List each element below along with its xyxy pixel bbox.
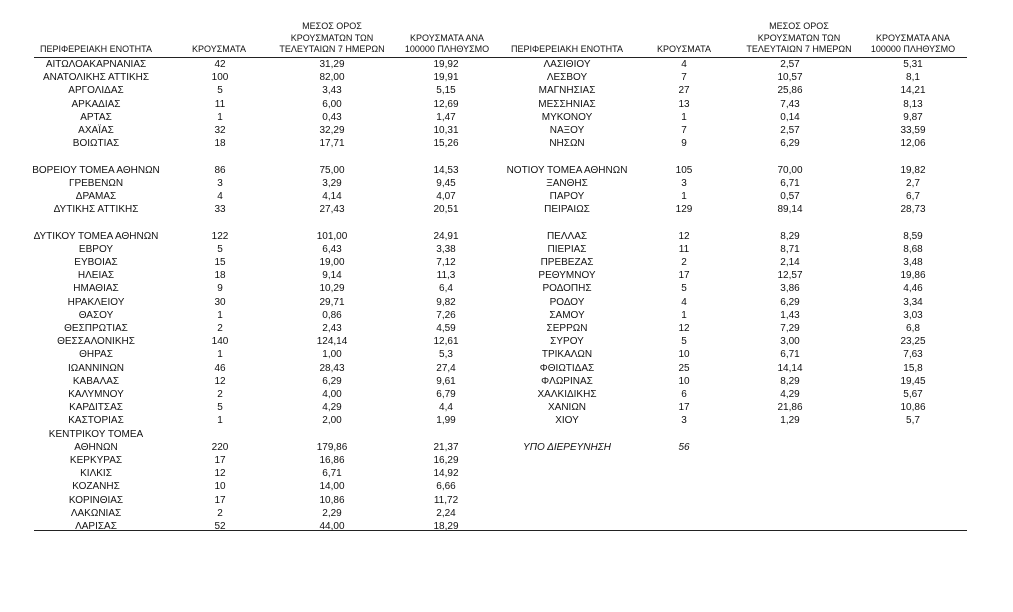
left-region-cell: ΗΡΑΚΛΕΙΟΥ [67,296,125,308]
right-avg-7days-cell: 0,57 [780,191,800,202]
left-avg-7days-cell: 0,86 [322,309,342,321]
left-cases-cell: 1 [217,309,223,321]
right-per100k-cell: 3,03 [903,309,923,321]
left-cases-cell: 17 [214,455,226,466]
right-cases-cell: 6 [681,389,687,400]
left-avg-7days-cell: 1,00 [322,349,342,361]
left-cases-cell: 5 [217,402,223,414]
left-cases-cell: 2 [217,507,223,519]
right-cases-cell: 7 [681,125,687,136]
right-avg-7days-cell: 1,43 [780,309,800,321]
left-avg-7days-cell: 179,86 [316,441,348,453]
right-region-cell: ΝΑΞΟΥ [549,125,585,136]
right-region-cell: ΠΑΡΟΥ [549,191,585,202]
right-region-cell: ΡΟΔΟΠΗΣ [542,283,592,295]
right-cases-cell: 3 [681,415,687,427]
right-per100k-cell: 14,21 [900,85,926,97]
left-cases-cell: 1 [217,111,223,123]
left-region-cell: ΚΑΣΤΟΡΙΑΣ [68,415,124,427]
right-region-cell: ΝΗΣΩΝ [549,138,585,150]
left-per100k-cell: 7,26 [436,309,456,321]
right-cases-cell: 1 [681,309,687,321]
right-region-cell: ΤΡΙΚΑΛΩΝ [541,349,593,361]
right-avg-7days-cell: 12,57 [777,270,803,282]
right-region-cell: ΛΑΣΙΘΙΟΥ [543,59,591,70]
left-cases-cell: 2 [217,389,223,400]
left-per100k-cell: 19,91 [433,72,459,84]
left-header-per100k-1: ΚΡΟΥΣΜΑΤΑ ΑΝΑ [410,32,484,43]
left-avg-7days-cell: 29,71 [319,296,345,308]
left-per100k-cell: 5,15 [436,85,456,97]
left-cases-cell: 15 [214,257,226,268]
left-avg-7days-cell: 2,29 [322,507,342,519]
right-per100k-cell: 19,45 [900,375,926,387]
right-avg-7days-cell: 6,71 [780,177,800,189]
left-per100k-cell: 4,59 [436,323,456,334]
right-per100k-cell: 9,87 [903,111,923,123]
left-avg-7days-cell: 124,14 [316,336,348,348]
right-avg-7days-cell: 7,43 [780,98,800,110]
left-cases-cell: 1 [217,349,223,361]
right-cases-cell: 17 [678,270,690,282]
right-per100k-cell: 5,67 [903,389,923,400]
left-region-cell: ΑΧΑΪΑΣ [78,125,114,136]
left-cases-cell: 30 [214,296,226,308]
right-avg-7days-cell: 89,14 [777,204,803,216]
right-cases-cell: 4 [681,296,687,308]
left-per100k-cell: 4,07 [436,191,456,202]
left-cases-cell: 9 [217,283,223,295]
left-header-per100k-2: 100000 ΠΛΗΘΥΣΜΟ [404,44,490,54]
right-per100k-cell: 15,8 [903,362,923,374]
left-region-cell: ΑΡΤΑΣ [80,111,112,123]
right-region-cell: ΛΕΣΒΟΥ [546,72,588,84]
left-cases-cell: 122 [211,230,229,242]
right-region-cell: ΜΑΓΝΗΣΙΑΣ [538,85,596,97]
left-avg-7days-cell: 4,00 [322,389,342,400]
left-avg-7days-cell: 32,29 [319,125,345,136]
left-cases-cell: 11 [214,98,226,110]
right-avg-7days-cell: 8,71 [780,243,800,255]
right-region-cell: ΝΟΤΙΟΥ ΤΟΜΕΑ ΑΘΗΝΩΝ [506,164,628,176]
right-per100k-cell: 6,7 [906,191,920,202]
left-cases-cell: 2 [217,323,223,334]
right-per100k-cell: 8,68 [903,243,923,255]
left-avg-7days-cell: 4,29 [322,402,342,414]
left-per100k-cell: 5,3 [439,349,453,361]
left-region-cell: ΑΙΤΩΛΟΑΚΑΡΝΑΝΙΑΣ [45,59,147,70]
left-per100k-cell: 18,29 [433,521,459,532]
right-avg-7days-cell: 6,71 [780,349,800,361]
right-avg-7days-cell: 6,29 [780,296,800,308]
right-region-cell: ΞΑΝΘΗΣ [546,177,588,189]
left-region-cell: ΘΗΡΑΣ [79,349,113,361]
left-cases-cell: 4 [217,191,223,202]
right-header-per100k-1: ΚΡΟΥΣΜΑΤΑ ΑΝΑ [876,32,950,43]
left-per100k-cell: 27,4 [436,362,456,374]
right-per100k-cell: 28,73 [900,204,926,216]
left-region-cell: ΕΒΡΟΥ [78,243,114,255]
right-avg-7days-cell: 1,29 [780,415,800,427]
bottom-rule [34,530,967,531]
left-region-cell: ΘΕΣΣΑΛΟΝΙΚΗΣ [57,336,135,348]
left-per100k-cell: 4,4 [439,402,453,414]
right-per100k-cell: 2,7 [906,177,920,189]
left-cases-cell: 42 [214,59,226,70]
right-header-avg-1: ΜΕΣΟΣ ΟΡΟΣ [769,21,829,31]
left-region-cell: ΘΑΣΟΥ [78,309,114,321]
left-avg-7days-cell: 3,43 [322,85,342,97]
left-region-cell: ΔΡΑΜΑΣ [75,191,117,202]
left-per100k-cell: 12,61 [433,336,459,348]
right-cases-cell: 12 [678,230,690,242]
left-cases-cell: 10 [214,481,226,493]
right-per100k-cell: 19,82 [900,164,926,176]
left-cases-cell: 33 [214,204,226,216]
right-region-cell: ΠΡΕΒΕΖΑΣ [540,257,594,268]
left-region-cell: ΒΟΙΩΤΙΑΣ [72,138,120,150]
right-region-cell: ΦΛΩΡΙΝΑΣ [541,375,593,387]
right-region-cell: ΣΥΡΟΥ [550,336,584,348]
right-cases-cell: 27 [678,85,690,97]
right-avg-7days-cell: 0,14 [780,111,800,123]
left-avg-7days-cell: 75,00 [319,164,345,176]
right-header-cases: ΚΡΟΥΣΜΑΤΑ [657,44,711,54]
right-avg-7days-cell: 4,29 [780,389,800,400]
left-header-avg-2: ΚΡΟΥΣΜΑΤΩΝ ΤΩΝ [290,32,374,43]
right-cases-cell: 9 [681,138,687,150]
right-cases-cell: 129 [675,204,693,216]
right-cases-cell: 56 [678,441,690,453]
left-avg-7days-cell: 101,00 [316,230,348,242]
left-avg-7days-cell: 3,29 [322,177,342,189]
left-region-cell: ΒΟΡΕΙΟΥ ΤΟΜΕΑ ΑΘΗΝΩΝ [32,164,160,176]
left-avg-7days-cell: 44,00 [319,521,345,532]
right-avg-7days-cell: 10,57 [777,72,803,84]
left-avg-7days-cell: 6,00 [322,98,342,110]
right-cases-cell: 1 [681,111,687,123]
right-cases-cell: 2 [681,257,687,268]
left-region-cell: ΓΡΕΒΕΝΩΝ [68,177,124,189]
right-avg-7days-cell: 2,14 [780,257,800,268]
left-per100k-cell: 6,4 [439,283,453,295]
right-cases-cell: 4 [681,59,687,70]
right-per100k-cell: 4,46 [903,283,923,295]
right-avg-7days-cell: 3,00 [780,336,800,348]
right-region-cell: ΣΕΡΡΩΝ [546,323,588,334]
left-per100k-cell: 24,91 [433,230,459,242]
right-region-cell: ΧΙΟΥ [555,415,579,427]
left-per100k-cell: 11,3 [436,270,456,282]
left-region-cell: ΚΟΡΙΝΘΙΑΣ [68,494,124,506]
left-region-cell: ΛΑΚΩΝΙΑΣ [70,507,122,519]
left-header-avg-1: ΜΕΣΟΣ ΟΡΟΣ [302,21,362,31]
header-rule [34,57,967,58]
right-per100k-cell: 7,63 [903,349,923,361]
left-per100k-cell: 21,37 [433,441,459,453]
left-cases-cell: 86 [214,164,226,176]
right-cases-cell: 5 [681,283,687,295]
left-region-cell: ΚΑΒΑΛΑΣ [72,375,120,387]
right-cases-cell: 11 [678,243,690,255]
left-avg-7days-cell: 17,71 [319,138,345,150]
right-cases-cell: 5 [681,336,687,348]
left-region-cell: ΚΟΖΑΝΗΣ [72,481,120,493]
left-region-cell: ΔΥΤΙΚΗΣ ΑΤΤΙΚΗΣ [53,204,139,216]
left-per100k-cell: 12,69 [433,98,459,110]
right-per100k-cell: 33,59 [900,125,926,136]
left-cases-cell: 100 [211,72,229,84]
right-avg-7days-cell: 2,57 [780,125,800,136]
right-avg-7days-cell: 2,57 [780,59,800,70]
left-region-cell: ΚΑΡΔΙΤΣΑΣ [69,402,123,414]
right-avg-7days-cell: 8,29 [780,375,800,387]
left-header-avg-3: ΤΕΛΕΥΤΑΙΩΝ 7 ΗΜΕΡΩΝ [279,44,385,54]
left-cases-cell: 12 [214,375,226,387]
right-header-avg-2: ΚΡΟΥΣΜΑΤΩΝ ΤΩΝ [757,32,841,43]
right-region-cell: ΧΑΝΙΩΝ [547,402,587,414]
right-per100k-cell: 8,1 [906,72,920,84]
left-cases-cell: 5 [217,85,223,97]
right-region-cell: ΜΕΣΣΗΝΙΑΣ [538,98,596,110]
left-region-cell: ΚΕΡΚΥΡΑΣ [69,455,123,466]
right-header-per100k-2: 100000 ΠΛΗΘΥΣΜΟ [870,44,956,54]
left-avg-7days-cell: 27,43 [319,204,345,216]
left-per100k-cell: 15,26 [433,138,459,150]
left-avg-7days-cell: 10,86 [319,494,345,506]
right-per100k-cell: 5,31 [903,59,923,70]
left-per100k-cell: 14,92 [433,468,459,480]
right-avg-7days-cell: 70,00 [777,164,803,176]
right-region-cell: ΡΟΔΟΥ [549,296,585,308]
right-cases-cell: 13 [678,98,690,110]
right-avg-7days-cell: 7,29 [780,323,800,334]
left-cases-cell: 32 [214,125,226,136]
right-cases-cell: 25 [678,362,690,374]
left-region-cell: ΑΡΚΑΔΙΑΣ [71,98,121,110]
left-avg-7days-cell: 6,29 [322,375,342,387]
left-cases-cell: 140 [211,336,229,348]
right-region-cell: ΠΙΕΡΙΑΣ [547,243,587,255]
left-cases-cell: 3 [217,177,223,189]
right-cases-cell: 12 [678,323,690,334]
left-per100k-cell: 9,45 [436,177,456,189]
left-region-cell: ΕΥΒΟΙΑΣ [74,257,118,268]
left-cases-cell: 5 [217,243,223,255]
right-per100k-cell: 23,25 [900,336,926,348]
right-header-region: ΠΕΡΙΦΕΡΕΙΑΚΗ ΕΝΟΤΗΤΑ [510,44,624,54]
right-per100k-cell: 3,34 [903,296,923,308]
right-cases-cell: 3 [681,177,687,189]
right-per100k-cell: 19,86 [900,270,926,282]
left-per100k-cell: 11,72 [433,494,459,506]
left-per100k-cell: 14,53 [433,164,459,176]
right-region-cell: ΧΑΛΚΙΔΙΚΗΣ [537,389,597,400]
left-per100k-cell: 2,24 [436,507,456,519]
left-avg-7days-cell: 2,43 [322,323,342,334]
left-avg-7days-cell: 4,14 [322,191,342,202]
right-cases-cell: 7 [681,72,687,84]
right-per100k-cell: 5,7 [906,415,920,427]
left-cases-cell: 46 [214,362,226,374]
left-region-cell: ΘΕΣΠΡΩΤΙΑΣ [64,323,128,334]
right-region-cell: ΦΘΙΩΤΙΔΑΣ [539,362,595,374]
left-cases-cell: 17 [214,494,226,506]
left-avg-7days-cell: 31,29 [319,59,345,70]
right-cases-cell: 1 [681,191,687,202]
right-region-cell: ΜΥΚΟΝΟΥ [541,111,593,123]
left-header-region: ΠΕΡΙΦΕΡΕΙΑΚΗ ΕΝΟΤΗΤΑ [39,44,153,54]
left-per100k-cell: 1,99 [436,415,456,427]
left-region-cell: ΑΝΑΤΟΛΙΚΗΣ ΑΤΤΙΚΗΣ [42,72,150,84]
left-region-cell: ΗΛΕΙΑΣ [77,270,115,282]
left-avg-7days-cell: 2,00 [322,415,342,427]
right-per100k-cell: 8,59 [903,230,923,242]
left-per100k-cell: 16,29 [433,455,459,466]
right-avg-7days-cell: 21,86 [777,402,803,414]
right-per100k-cell: 10,86 [900,402,926,414]
left-avg-7days-cell: 0,43 [322,111,342,123]
right-region-cell: ΡΕΘΥΜΝΟΥ [538,270,596,282]
left-region-cell: ΚΕΝΤΡΙΚΟΥ ΤΟΜΕΑ [48,428,144,440]
left-cases-cell: 1 [217,415,223,427]
left-avg-7days-cell: 6,71 [322,468,342,480]
right-cases-cell: 10 [678,375,690,387]
left-per100k-cell: 3,38 [436,243,456,255]
right-avg-7days-cell: 25,86 [777,85,803,97]
left-avg-7days-cell: 28,43 [319,362,345,374]
left-cases-cell: 18 [214,270,226,282]
left-per100k-cell: 9,82 [436,296,456,308]
left-avg-7days-cell: 9,14 [322,270,342,282]
left-per100k-cell: 10,31 [433,125,459,136]
left-avg-7days-cell: 16,86 [319,455,345,466]
right-per100k-cell: 12,06 [900,138,926,150]
left-per100k-cell: 9,61 [436,375,456,387]
right-avg-7days-cell: 14,14 [777,362,803,374]
left-region-cell: ΚΙΛΚΙΣ [80,468,112,480]
left-cases-cell: 220 [211,441,229,453]
left-cases-cell: 52 [214,521,226,532]
left-cases-cell: 12 [214,468,226,480]
left-region-cell: ΔΥΤΙΚΟΥ ΤΟΜΕΑ ΑΘΗΝΩΝ [33,230,159,242]
left-per100k-cell: 20,51 [433,204,459,216]
left-avg-7days-cell: 82,00 [319,72,345,84]
right-region-cell: ΠΕΛΛΑΣ [546,230,588,242]
left-per100k-cell: 6,79 [436,389,456,400]
left-per100k-cell: 19,92 [433,59,459,70]
left-cases-cell: 18 [214,138,226,150]
left-per100k-cell: 1,47 [436,111,456,123]
left-per100k-cell: 6,66 [436,481,456,493]
right-cases-cell: 17 [678,402,690,414]
right-header-avg-3: ΤΕΛΕΥΤΑΙΩΝ 7 ΗΜΕΡΩΝ [746,44,852,54]
right-avg-7days-cell: 6,29 [780,138,800,150]
left-avg-7days-cell: 6,43 [322,243,342,255]
left-region-cell: ΑΡΓΟΛΙΔΑΣ [68,85,124,97]
right-region-cell: ΣΑΜΟΥ [549,309,585,321]
right-avg-7days-cell: 3,86 [780,283,800,295]
right-region-cell: ΠΕΙΡΑΙΩΣ [544,204,590,216]
left-region-cell: ΙΩΑΝΝΙΝΩΝ [67,362,125,374]
left-region-cell: ΑΘΗΝΩΝ [74,441,118,453]
left-region-cell: ΗΜΑΘΙΑΣ [73,283,119,295]
right-avg-7days-cell: 8,29 [780,230,800,242]
left-avg-7days-cell: 14,00 [319,481,345,493]
left-avg-7days-cell: 19,00 [319,257,345,268]
left-region-cell: ΚΑΛΥΜΝΟΥ [68,389,124,400]
right-per100k-cell: 3,48 [903,257,923,268]
left-per100k-cell: 7,12 [436,257,456,268]
left-header-cases: ΚΡΟΥΣΜΑΤΑ [192,44,246,54]
left-region-cell: ΛΑΡΙΣΑΣ [75,521,117,532]
right-cases-cell: 10 [678,349,690,361]
right-per100k-cell: 8,13 [903,98,923,110]
right-cases-cell: 105 [675,164,693,176]
right-per100k-cell: 6,8 [906,323,920,334]
right-region-cell: ΥΠΟ ΔΙΕΡΕΥΝΗΣΗ [523,441,611,453]
left-avg-7days-cell: 10,29 [319,283,345,295]
